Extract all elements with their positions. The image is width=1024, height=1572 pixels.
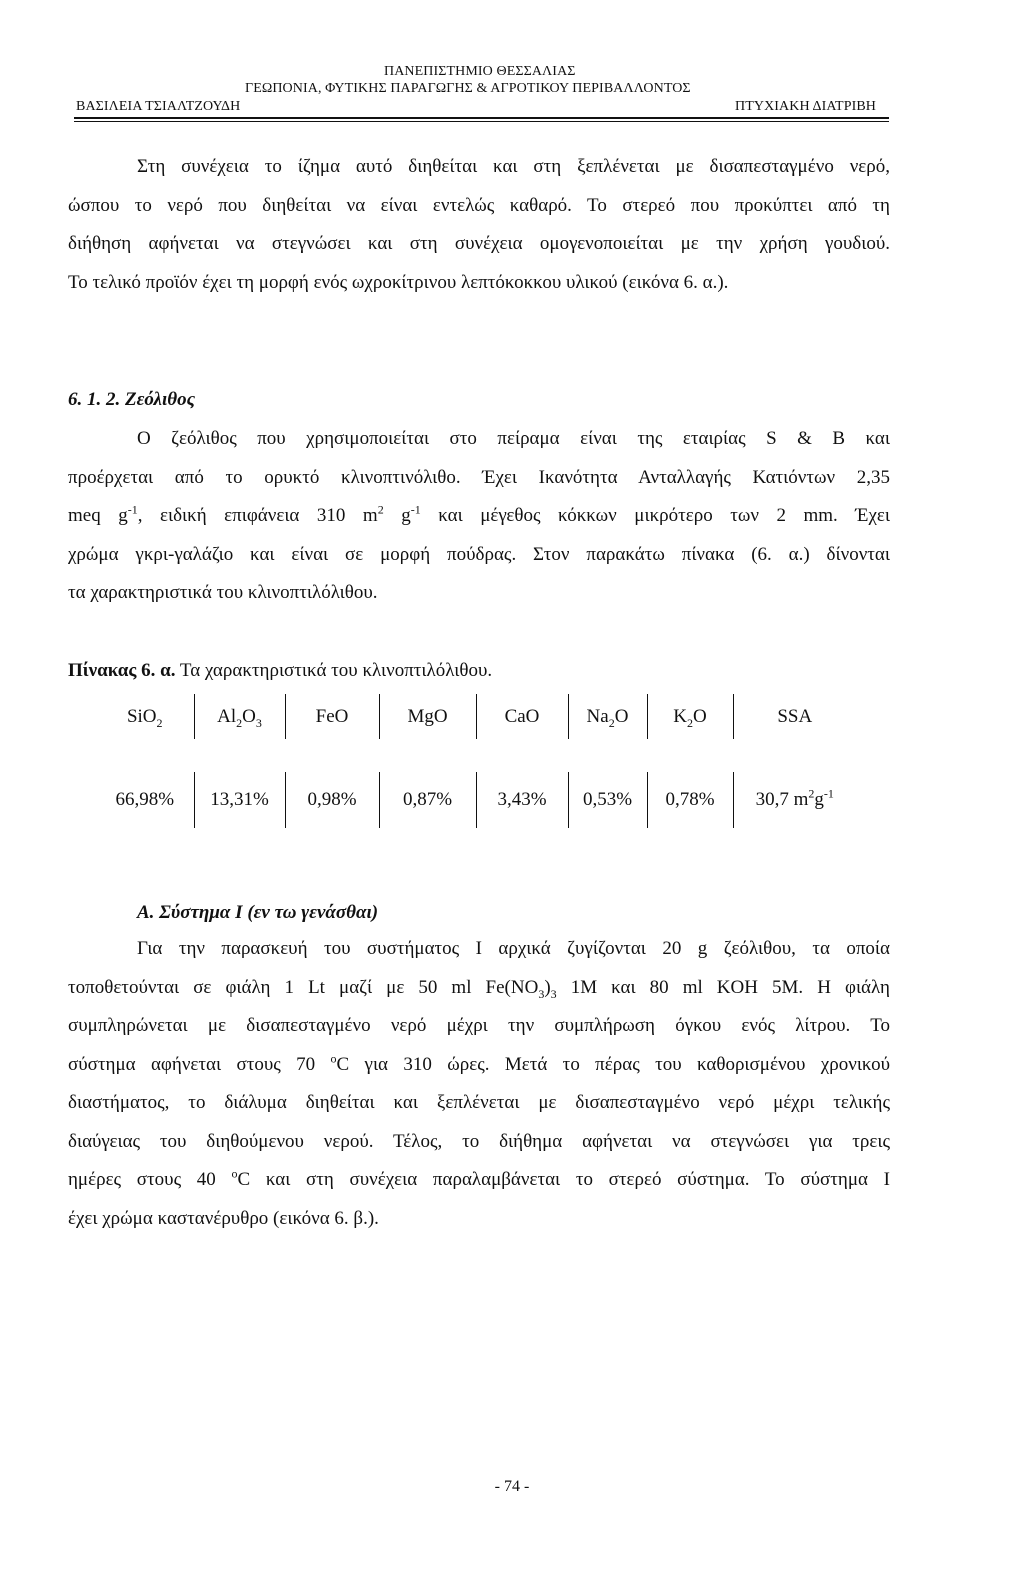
table-row (96, 772, 856, 828)
text-line: Στη συνέχεια το ίζημα αυτό διηθείται και στη ξεπλένεται με δισαπεσταγμένο νερό, (137, 156, 890, 177)
header-cell-na2o: $Na_2O$ (568, 694, 647, 739)
value-cell-ssa: 30,7 $m^2g^{-1}$ (755, 786, 834, 810)
header-department: ΓΕΩΠΟΝΙΑ, ΦΥΤΙΚΗΣ ΠΑΡΑΓΩΓΗΣ & ΑΓΡΟΤΙΚΟΥ ΠΕΡΙΒΑΛΛΟΝΤΟΣ (245, 81, 691, 96)
zeolite-paragraph (68, 420, 890, 613)
text-line (68, 497, 890, 536)
superscript: -1 (410, 502, 421, 517)
text-line: τα χαρακτηριστικά του κλινοπτιλόλιθου. (68, 582, 378, 603)
header-university: ΠΑΝΕΠΙΣΤΗΜΙΟ ΘΕΣΣΑΛΙΑΣ (384, 64, 576, 79)
text-line: διαστήματος, το διάλυμα διηθείται και ξεπλένεται με δισαπεσταγμένο νερό μέχρι τελικής (68, 1092, 890, 1113)
header-rule-thin (74, 121, 889, 122)
text-fragment: , ειδική επιφάνεια 310 m (137, 505, 378, 526)
text-line: Για την παρασκευή του συστήματος Ι αρχικά ζυγίζονται 20 g ζεόλιθου, τα οποία (137, 938, 890, 959)
header-cell-feo: FeO (285, 694, 379, 739)
value-cell-mgo: 0,87% (379, 772, 476, 828)
header-cell-ssa: SSA (777, 705, 813, 727)
header-cell-al2o3: $Al_2O_3$ (194, 694, 285, 739)
text-line: προέρχεται από το ορυκτό κλινοπτινόλιθο. Έχει Ικανότητα Ανταλλαγής Κατιόντων 2,35 (68, 466, 890, 488)
table-caption-label: Πίνακας 6. α. (68, 660, 176, 681)
text-line: σύστημα αφήνεται στους 70 $^o$C για 310 ώρες. Μετά το πέρας του καθορισμένου χρονικού (68, 1051, 890, 1075)
header-cell-sio2: SiO$_2$ (96, 694, 194, 739)
table-caption (68, 652, 890, 691)
table-header-row (96, 694, 856, 739)
intro-paragraph (68, 148, 890, 302)
value-cell-cao: 3,43% (476, 772, 568, 828)
header-author: ΒΑΣΙΛΕΙΑ ΤΣΙΑΛΤΖΟΥΔΗ (76, 99, 241, 114)
zeolite-characteristics-table (96, 694, 856, 828)
value-cell-al2o3: 13,31% (194, 772, 285, 828)
text-line: έχει χρώμα καστανέρυθρο (εικόνα 6. β.). (68, 1207, 379, 1229)
value-cell-sio2: 66,98% (96, 772, 194, 828)
table-caption-text: Τα χαρακτηριστικά του κλινοπτιλόλιθου. (175, 660, 493, 681)
value-cell-k2o: 0,78% (647, 772, 733, 828)
system-title: Α. Σύστημα Ι (εν τω γενάσθαι) (137, 902, 379, 923)
text-line: Ο ζεόλιθος που χρησιμοποιείται στο πείραμα είναι της εταιρίας S & B και (137, 428, 890, 449)
header-cell-mgo: MgO (379, 694, 476, 739)
text-line: τοποθετούνται σε φιάλη 1 Lt μαζί με 50 ml $Fe(NO_3)_3$ 1M και 80 ml KOH 5M. Η φιάλη (68, 976, 890, 1001)
text-line: ημέρες στους 40 $^o$C και στη συνέχεια παραλαμβάνεται το στερεό σύστημα. Το σύστημα Ι (68, 1166, 890, 1190)
value-cell-feo: 0,98% (285, 772, 379, 828)
text-line: διήθηση αφήνεται να στεγνώσει και στη συνέχεια ομογενοποιείται με την χρήση γουδιού. (68, 233, 890, 254)
text-line: συμπληρώνεται με δισαπεσταγμένο νερό μέχρι την συμπλήρωση όγκου ενός λίτρου. Το (68, 1015, 890, 1036)
text-line: διαύγειας του διηθούμενου νερού. Τέλος, το διήθημα αφήνεται να στεγνώσει για τρεις (68, 1130, 890, 1152)
system-paragraph (68, 930, 890, 1238)
superscript: -1 (127, 502, 138, 517)
text-fragment: g (383, 505, 411, 526)
section-title: 6. 1. 2. Ζεόλιθος (68, 389, 196, 410)
table-spacer-row (96, 739, 856, 772)
header-doc-type: ΠΤΥΧΙΑΚΗ ΔΙΑΤΡΙΒΗ (735, 99, 876, 114)
page-number: - 74 - (494, 1478, 530, 1495)
value-cell-na2o: 0,53% (568, 772, 647, 828)
header-cell-k2o: $K_2O$ (647, 694, 733, 739)
header-rule-thick (74, 117, 889, 119)
text-line: χρώμα γκρι-γαλάζιο και είναι σε μορφή πούδρας. Στον παρακάτω πίνακα (6. α.) δίνονται (68, 543, 890, 565)
text-fragment: και μέγεθος κόκκων μικρότερο των 2 mm. Έχει (420, 505, 891, 526)
text-line: ώσπου το νερό που διηθείται να είναι εντελώς καθαρό. Το στερεό που προκύπτει από τη (68, 194, 890, 216)
text-fragment: meq g (68, 505, 128, 526)
superscript: 2 (377, 502, 384, 517)
text-line: Το τελικό προϊόν έχει τη μορφή ενός ωχροκίτρινου λεπτόκοκκου υλικού (εικόνα 6. α.). (68, 271, 729, 293)
header-cell-cao: CaO (476, 694, 568, 739)
